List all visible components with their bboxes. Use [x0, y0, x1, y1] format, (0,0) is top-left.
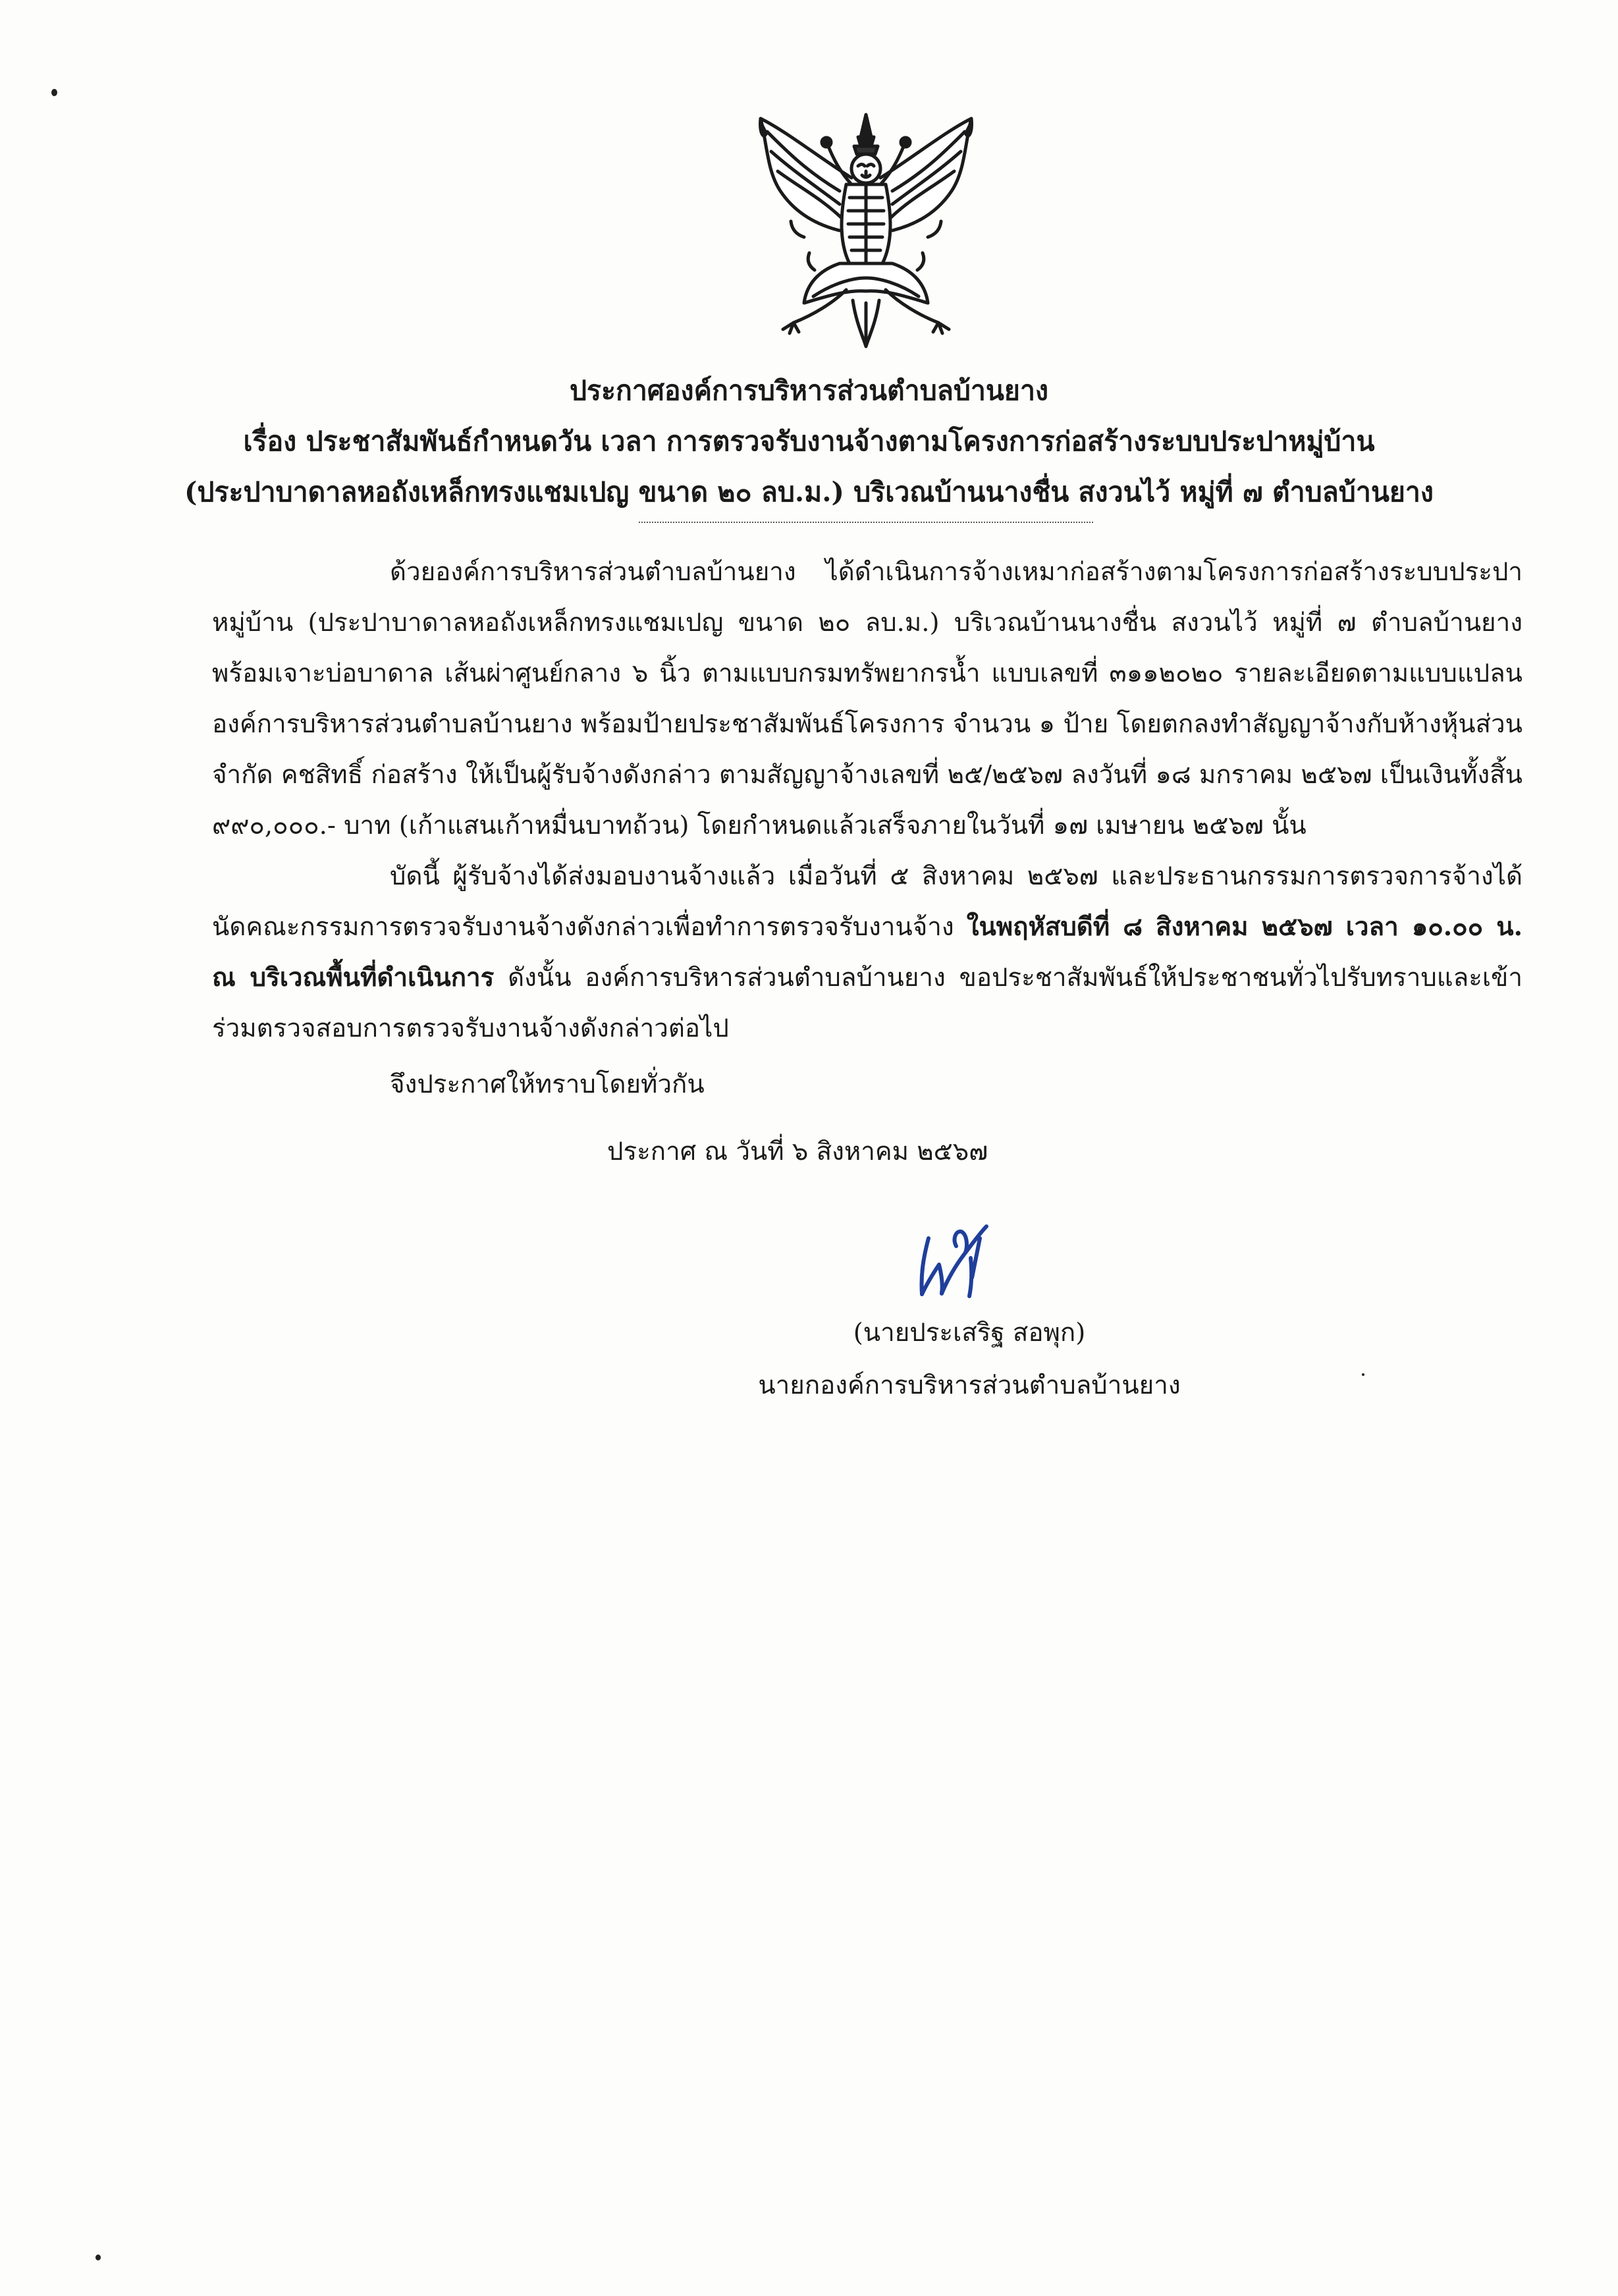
inspection-datetime: ในพฤหัสบดีที่ ๘ สิงหาคม ๒๕๖๗ เวลา ๑๐.๐๐ น. ณ บริเวณพื้นที่ดำเนินการ — [212, 912, 1523, 993]
signer-name: (นายประเสริฐ สอพุก) — [853, 1318, 1086, 1348]
announcement-date: ประกาศ ณ วันที่ ๖ สิงหาคม ๒๕๖๗ — [607, 1137, 988, 1166]
scan-speck — [51, 89, 57, 96]
signer-title: นายกองค์การบริหารส่วนตำบลบ้านยาง — [758, 1371, 1181, 1400]
body-paragraph-2-end: ดังนั้น องค์การบริหารส่วนตำบลบ้านยาง ขอประชาสัมพันธ์ให้ประชาชนทั่วไปรับทราบและเข้าร่วมตรวจสอบการตรวจรับงานจ้างดังกล่าวต่อไป — [212, 963, 1523, 1043]
announcement-title: ประกาศองค์การบริหารส่วนตำบลบ้านยาง — [569, 375, 1048, 406]
announcement-body — [212, 547, 1523, 1054]
body-paragraph-1: ด้วยองค์การบริหารส่วนตำบลบ้านยาง ได้ดำเนินการจ้างเหมาก่อสร้างตามโครงการก่อสร้างระบบประปาหมู่บ้าน (ประปาบาดาลหอถังเหล็กทรงแชมเปญ ขนาด ๒๐ ลบ.ม.) บริเวณบ้านนางชื่น สงวนไว้ หมู่ที่ ๗ ตำบลบ้านยาง พร้อมเจาะบ่อบาดาล เส้นผ่าศูนย์กลาง ๖ นิ้ว ตามแบบกรมทรัพยากรน้ำ แบบเลขที่ ๓๑๑๒๐๒๐ รายละเอียดตามแบบแปลนองค์การบริหารส่วนตำบลบ้านยาง พร้อมป้ายประชาสัมพันธ์โครงการ จำนวน ๑ ป้าย โดยตกลงทำสัญญาจ้างกับห้างหุ้นส่วนจำกัด คชสิทธิ์ ก่อสร้าง ให้เป็นผู้รับจ้างดังกล่าว ตามสัญญาจ้างเลขที่ ๒๕/๒๕๖๗ ลงวันที่ ๑๘ มกราคม ๒๕๖๗ เป็นเงินทั้งสิ้น ๙๙๐,๐๐๐.- บาท (เก้าแสนเก้าหมื่นบาทถ้วน) โดยกำหนดแล้วเสร็จภายในวันที่ ๑๗ เมษายน ๒๕๖๗ นั้น — [212, 557, 1523, 840]
scan-speck — [95, 2255, 101, 2260]
scan-speck — [1362, 1373, 1364, 1376]
body-paragraph-2 — [212, 851, 1523, 1054]
garuda-emblem-icon — [741, 105, 991, 356]
closing-statement: จึงประกาศให้ทราบโดยทั่วกัน — [390, 1070, 705, 1099]
body-paragraph-2-start: บัดนี้ ผู้รับจ้างได้ส่งมอบงานจ้างแล้ว เมื่อวันที่ ๕ สิงหาคม ๒๕๖๗ และประธานกรรมการตรวจการจ้างได้นัดคณะกรรมการตรวจรับงานจ้างดังกล่าวเพื่อทำการตรวจรับงานจ้าง — [212, 861, 1523, 942]
announcement-subject: เรื่อง ประชาสัมพันธ์กำหนดวัน เวลา การตรวจรับงานจ้างตามโครงการก่อสร้างระบบประปาหมู่บ้าน — [243, 425, 1375, 457]
signature-icon — [909, 1212, 1001, 1304]
dotted-divider — [639, 522, 1093, 523]
announcement-subject-detail: (ประปาบาดาลหอถังเหล็กทรงแชมเปญ ขนาด ๒๐ ลบ.ม.) บริเวณบ้านนางชื่น สงวนไว้ หมู่ที่ ๗ ตำบลบ้านยาง — [184, 476, 1434, 508]
